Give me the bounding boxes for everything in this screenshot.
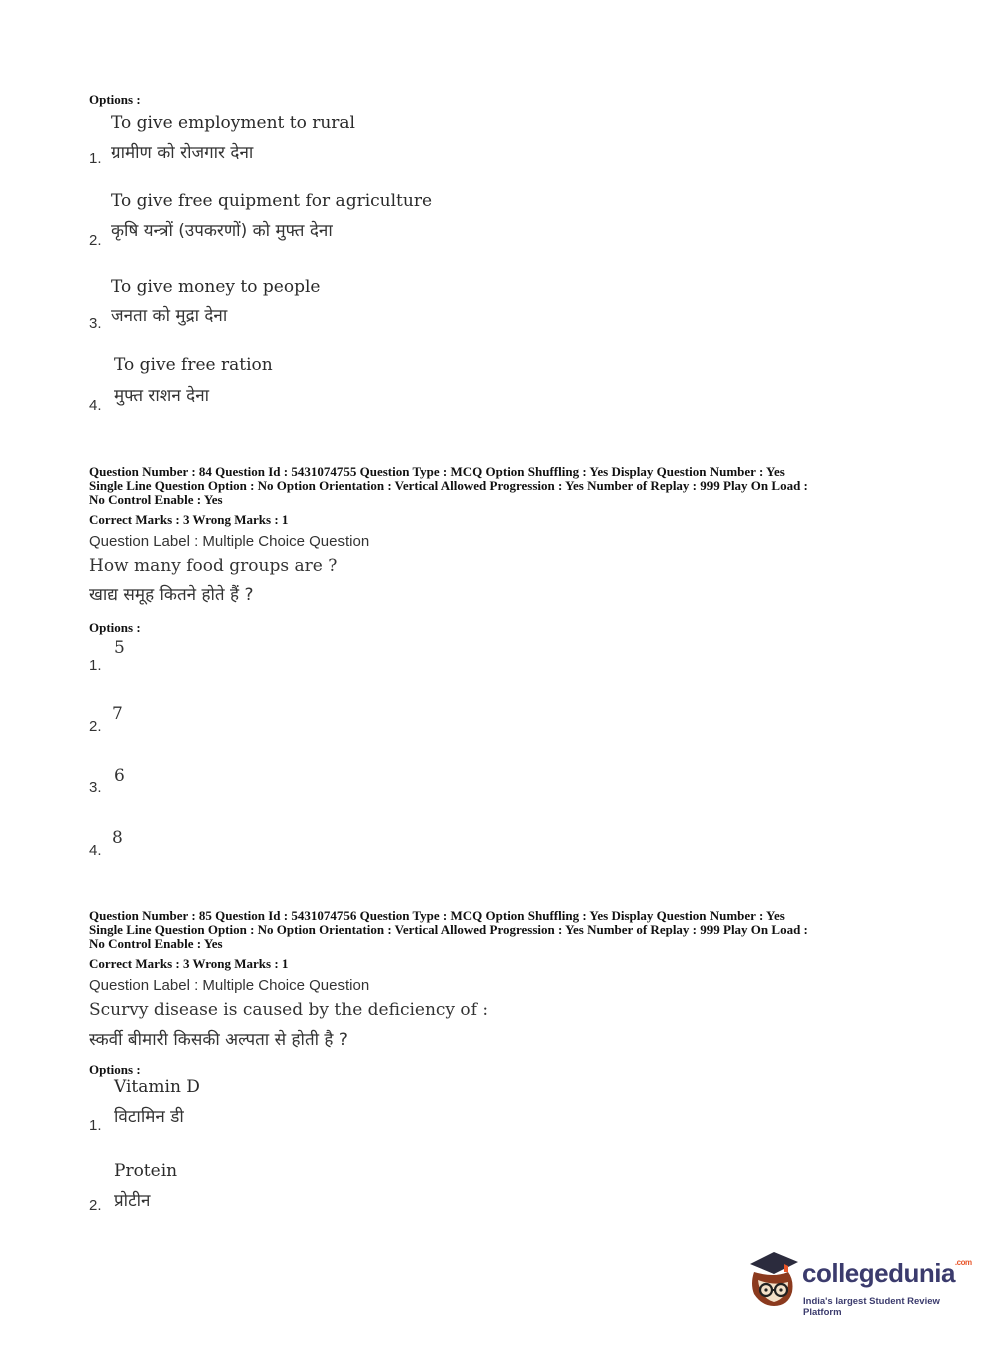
logo-wordmark (802, 1258, 972, 1289)
q84-option-3-number: 3. (89, 779, 102, 796)
q85-question-en: Scurvy disease is caused by the deficiency of : (89, 1000, 489, 1020)
q84-option-2-value: 7 (112, 704, 123, 724)
q84-meta-line-3: No Control Enable : Yes (89, 492, 223, 507)
q85-options-heading: Options : (89, 1062, 141, 1077)
q85-option-2-en: Protein (114, 1161, 178, 1181)
logo-com: .com (954, 1258, 972, 1267)
option-2-number: 2. (89, 232, 102, 249)
q84-option-2-number: 2. (89, 718, 102, 735)
mascot-logo-icon (744, 1250, 802, 1310)
option-1-en: To give employment to rural (111, 113, 355, 133)
q84-option-1-value: 5 (114, 638, 125, 658)
q85-option-1-en: Vitamin D (114, 1077, 200, 1097)
option-1-number: 1. (89, 150, 102, 167)
option-4-number: 4. (89, 397, 102, 414)
q85-option-1-hi: विटामिन डी (114, 1107, 184, 1127)
collegedunia-logo (744, 1250, 974, 1318)
option-4-en: To give free ration (114, 355, 273, 375)
q84-option-3-value: 6 (114, 766, 125, 786)
q85-meta-line-2: Single Line Question Option : No Option Orientation : Vertical Allowed Progression : Yes Number of Replay : 999 Play On Load : (89, 922, 808, 937)
options-heading: Options : (89, 92, 141, 107)
q84-question-en: How many food groups are ? (89, 556, 338, 576)
option-4-hi: मुफ्त राशन देना (114, 386, 210, 406)
q85-meta-line-1: Question Number : 85 Question Id : 5431074756 Question Type : MCQ Option Shuffling : Yes Display Question Number : Yes (89, 908, 785, 923)
logo-name: collegedunia (802, 1258, 955, 1288)
q84-meta-line-2: Single Line Question Option : No Option Orientation : Vertical Allowed Progression : Yes Number of Replay : 999 Play On Load : (89, 478, 808, 493)
q85-option-1-number: 1. (89, 1117, 102, 1134)
q85-question-hi: स्कर्वी बीमारी किसकी अल्पता से होती है ? (89, 1030, 348, 1050)
q84-question-label: Question Label : Multiple Choice Question (89, 533, 370, 550)
option-1-hi: ग्रामीण को रोजगार देना (111, 143, 254, 163)
q84-marks: Correct Marks : 3 Wrong Marks : 1 (89, 512, 289, 527)
option-3-hi: जनता को मुद्रा देना (111, 306, 228, 326)
option-2-en: To give free quipment for agriculture (111, 191, 433, 211)
q84-options-heading: Options : (89, 620, 141, 635)
option-3-number: 3. (89, 315, 102, 332)
q85-meta-line-3: No Control Enable : Yes (89, 936, 223, 951)
option-2-hi: कृषि यन्त्रों (उपकरणों) को मुफ्त देना (111, 221, 333, 241)
q84-option-1-number: 1. (89, 657, 102, 674)
logo-tagline: India's largest Student Review Platform (803, 1296, 940, 1318)
option-3-en: To give money to people (111, 277, 321, 297)
q85-option-2-hi: प्रोटीन (114, 1191, 151, 1211)
q85-question-label: Question Label : Multiple Choice Question (89, 977, 370, 994)
q84-option-4-value: 8 (112, 828, 123, 848)
q84-meta-line-1: Question Number : 84 Question Id : 5431074755 Question Type : MCQ Option Shuffling : Yes Display Question Number : Yes (89, 464, 785, 479)
q84-question-hi: खाद्य समूह कितने होते हैं ? (89, 585, 254, 605)
q85-option-2-number: 2. (89, 1197, 102, 1214)
q84-option-4-number: 4. (89, 842, 102, 859)
q85-marks: Correct Marks : 3 Wrong Marks : 1 (89, 956, 289, 971)
